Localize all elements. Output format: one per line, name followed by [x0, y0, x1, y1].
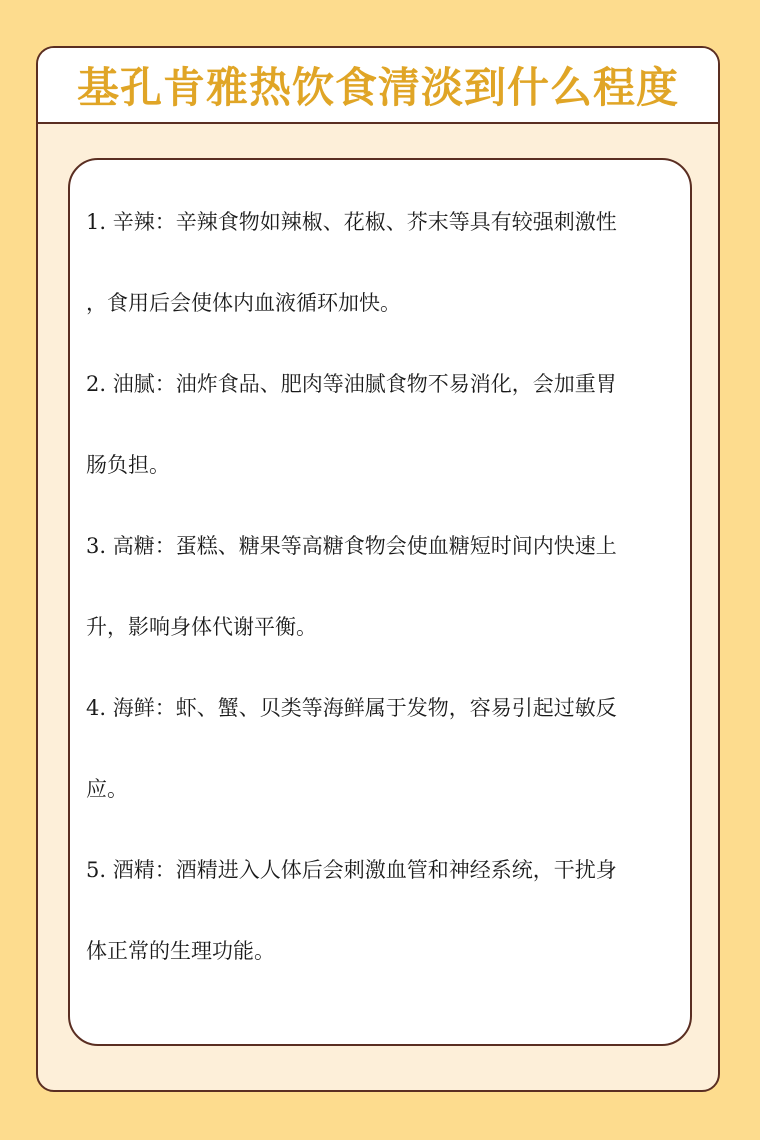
outer-card [36, 46, 720, 1092]
item-4-line-1 [86, 668, 670, 749]
item-5-line-1 [86, 830, 670, 911]
item-2-line-1 [86, 344, 670, 425]
page-title: 基孔肯雅热饮食清淡到什么程度 [76, 63, 679, 112]
item-5-text: 酒精：酒精进入人体后会刺激血管和神经系统，干扰身 [112, 858, 617, 882]
item-1-line-1 [86, 182, 670, 263]
item-2-text: 油腻：油炸食品、肥肉等油腻食物不易消化，会加重胃 [112, 372, 617, 396]
item-1-number: 1. [86, 210, 107, 234]
item-1-line-2: ，食用后会使体内血液循环加快。 [86, 291, 401, 315]
item-4-line-2: 应。 [86, 777, 128, 801]
item-5-number: 5. [86, 858, 107, 882]
item-5-line-2: 体正常的生理功能。 [86, 939, 275, 963]
title-bar [38, 48, 718, 124]
item-3-line-2: 升，影响身体代谢平衡。 [86, 615, 317, 639]
item-3-line-1 [86, 506, 670, 587]
item-4-text: 海鲜：虾、蟹、贝类等海鲜属于发物，容易引起过敏反 [112, 696, 617, 720]
item-3-number: 3. [86, 534, 107, 558]
item-2-number: 2. [86, 372, 107, 396]
content-card [68, 158, 692, 1046]
item-4-number: 4. [86, 696, 107, 720]
content-list [86, 182, 670, 992]
item-2-line-2: 肠负担。 [86, 453, 170, 477]
item-3-text: 高糖：蛋糕、糖果等高糖食物会使血糖短时间内快速上 [112, 534, 617, 558]
item-1-text: 辛辣：辛辣食物如辣椒、花椒、芥末等具有较强刺激性 [112, 210, 617, 234]
